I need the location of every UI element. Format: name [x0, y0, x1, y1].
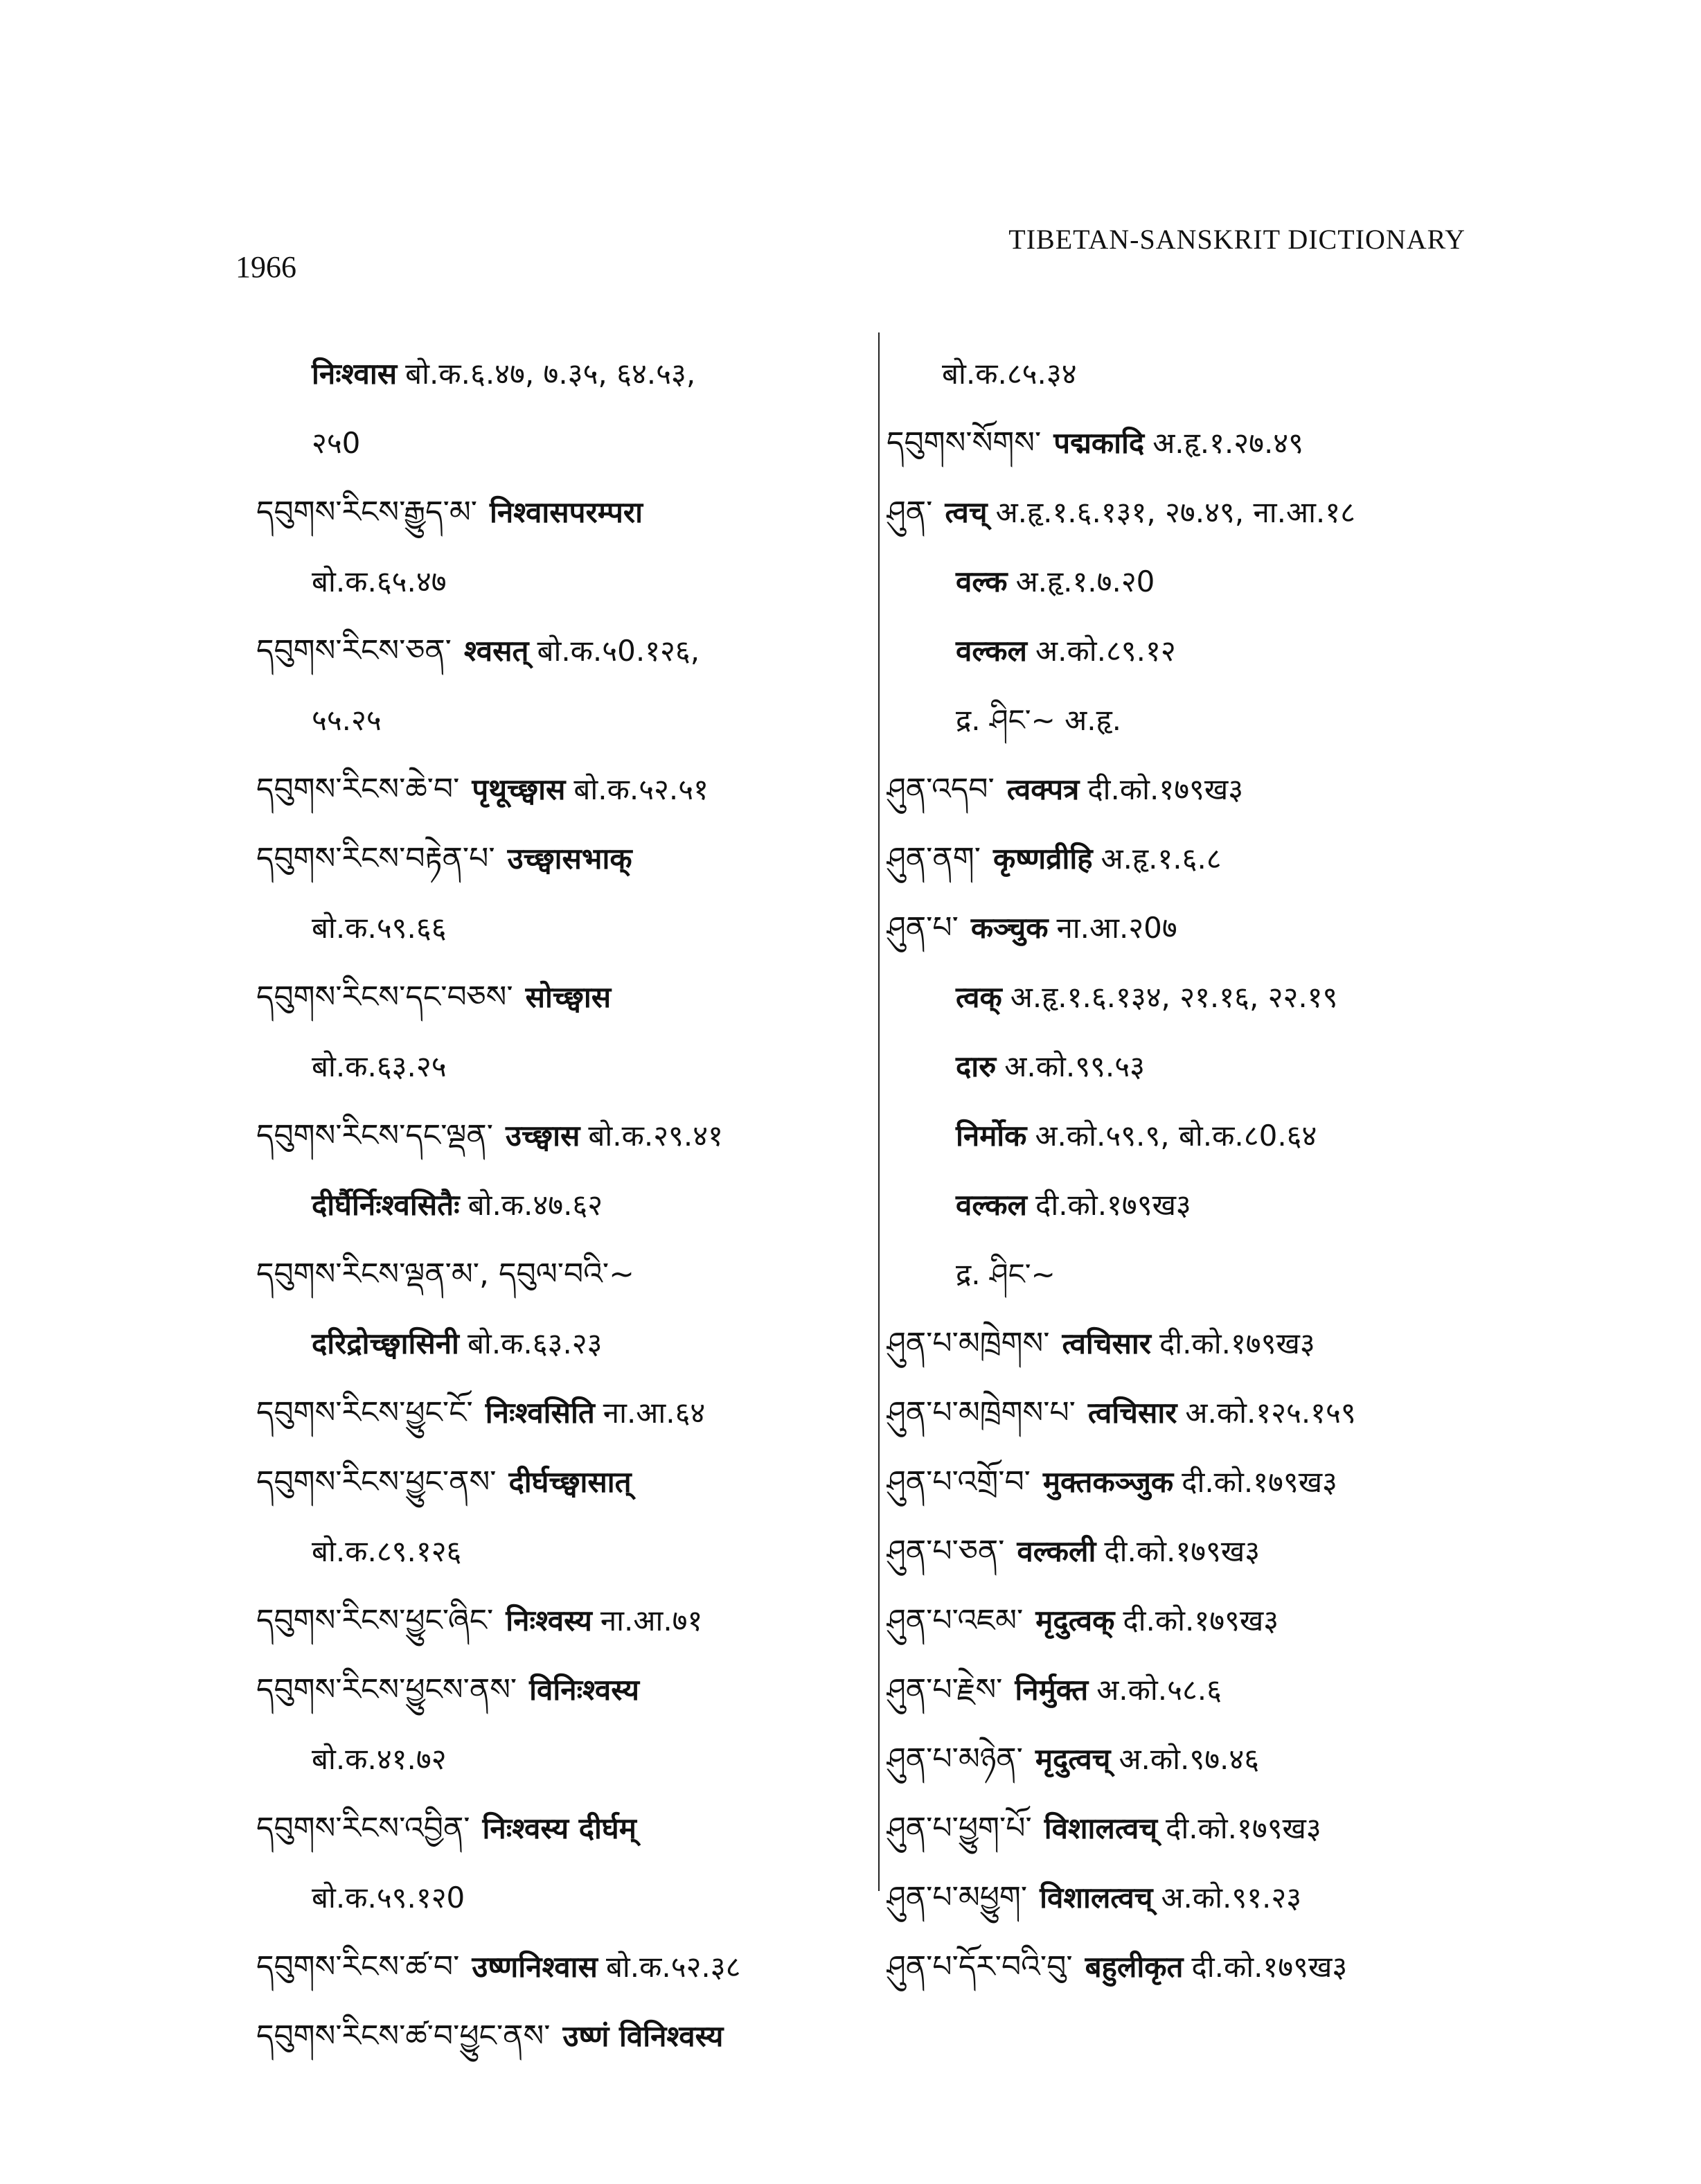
source-reference: बो.क.८९.१२६ [312, 1534, 462, 1568]
dictionary-entry [887, 1794, 1496, 1863]
source-reference: दी.को.१७९ख३ [1087, 772, 1244, 806]
source-reference: ना.आ.२0७ [1056, 911, 1177, 945]
dictionary-entry [256, 1933, 866, 2002]
sanskrit-equivalent: त्वक्पत्र [1006, 772, 1080, 806]
entry-continuation [256, 1032, 866, 1101]
tibetan-headword: དབུགས་རིངས་དང་ལྡན་ [256, 1118, 494, 1153]
dictionary-entry [256, 1794, 866, 1863]
sanskrit-equivalent: उष्णं विनिश्वस्य [562, 2019, 724, 2053]
entry-continuation [887, 1032, 1496, 1101]
dictionary-entry [256, 1655, 866, 1725]
source-reference: दी.को.१७९ख३ [1104, 1534, 1261, 1568]
tibetan-headword: དབུགས་རིངས་ཚ་བ་ [256, 1949, 460, 1985]
entry-continuation [256, 1725, 866, 1794]
sanskrit-equivalent: वल्कली [1017, 1534, 1096, 1568]
tibetan-headword: དབུགས་རིངས་ཕྱུང་ངོ་ [256, 1395, 473, 1430]
tibetan-headword: ཤུན་པ་མཁྲེགས་ [887, 1326, 1050, 1361]
dictionary-entry [887, 1863, 1496, 1933]
source-reference: अ.को.९७.४६ [1119, 1742, 1260, 1776]
entry-continuation [887, 1101, 1496, 1171]
dictionary-entry [256, 2002, 866, 2071]
dictionary-entry [887, 824, 1496, 894]
entry-continuation [887, 616, 1496, 686]
sanskrit-equivalent: कञ्चुक [970, 911, 1049, 945]
entry-continuation [887, 686, 1496, 755]
dictionary-entry [887, 1933, 1496, 2002]
dictionary-entry [887, 755, 1496, 824]
tibetan-headword: དབུགས་རིངས་བརྟེན་པ་ [256, 841, 495, 876]
dictionary-entry [256, 1586, 866, 1655]
dictionary-entry [887, 1655, 1496, 1725]
tibetan-headword: དབུགས་རིངས་དང་བཅས་ [256, 979, 513, 1015]
source-reference: दी.को.१७९ख३ [1035, 1188, 1191, 1222]
dictionary-entry [887, 1725, 1496, 1794]
entry-continuation [887, 1240, 1496, 1309]
dictionary-entry [256, 478, 866, 547]
source-reference: बो.क.५९.६६ [312, 911, 447, 945]
tibetan-headword: ཤུན་འདབ་ [887, 772, 995, 807]
tibetan-headword: ཤུན་པ་མཁྲེགས་པ་ [887, 1395, 1076, 1430]
tibetan-headword: དབུགས་རིངས་ཕྱུངས་ནས་ [256, 1672, 517, 1707]
dictionary-entry [887, 409, 1496, 478]
tibetan-headword: ཤུན་པ་ཅན་ [887, 1534, 1005, 1569]
tibetan-headword: དབུགས་རིངས་ཅན་ [256, 633, 452, 668]
sanskrit-equivalent: विनिःश्वस्य [529, 1673, 639, 1707]
dictionary-entry [887, 478, 1496, 547]
left-column [256, 339, 866, 2071]
source-reference: अ.को.१२५.१५९ [1185, 1396, 1356, 1430]
right-column [887, 339, 1496, 2002]
tibetan-headword: ཤུན་ [887, 495, 933, 530]
sanskrit-equivalent: निःश्वसिति [485, 1396, 595, 1430]
sanskrit-equivalent: सोच्छ्वास [525, 980, 612, 1014]
source-reference: अ.को.९९.५३ [1004, 1049, 1145, 1083]
tibetan-headword: དབུགས་རིངས་ཕྱུང་ཞིང་ [256, 1603, 494, 1638]
source-reference: दी.को.१७९ख३ [1123, 1604, 1279, 1637]
entry-continuation [256, 1863, 866, 1933]
source-reference: बो.क.६५.४७ [312, 565, 447, 598]
source-reference: दी.को.१७९ख३ [1159, 1326, 1315, 1360]
sanskrit-equivalent: त्वचिसार [1062, 1326, 1151, 1360]
source-reference: बो.क.६.४७, ७.३५, ६४.५३, [405, 357, 696, 391]
source-reference: २५0 [312, 426, 361, 460]
entry-continuation [256, 1517, 866, 1586]
entry-continuation [256, 1309, 866, 1378]
source-reference: अ.को.५९.९, बो.क.८0.६४ [1035, 1119, 1317, 1153]
entry-continuation [256, 409, 866, 478]
sanskrit-equivalent: श्वसत् [463, 634, 529, 668]
tibetan-headword: དབུགས་རིངས་ཚ་བ་ཕྱུང་ནས་ [256, 2018, 551, 2054]
tibetan-headword: ཤུན་པ་ཕྱུག་པོ་ [887, 1811, 1032, 1846]
sanskrit-equivalent: कृष्णव्रीहि [992, 842, 1093, 876]
dictionary-entry [887, 1309, 1496, 1378]
source-reference: बो.क.८५.३४ [942, 357, 1077, 391]
dictionary-entry [887, 894, 1496, 963]
source-reference: बो.क.६३.२३ [467, 1326, 603, 1360]
sanskrit-equivalent: दरिद्रोच्छ्वासिनी [312, 1326, 459, 1360]
source-reference: द्र. ཤིང་~ [956, 1257, 1056, 1291]
tibetan-headword: དབུགས་རིངས་ལྡན་མ་, དབུལ་བའི་~ [256, 1257, 635, 1292]
sanskrit-equivalent: विशालत्वच् [1040, 1881, 1153, 1915]
tibetan-headword: ཤུན་པ་མཕྱུག་ [887, 1880, 1028, 1915]
entry-continuation [887, 547, 1496, 616]
source-reference: बो.क.२९.४१ [588, 1119, 723, 1153]
tibetan-headword: ཤུན་པ་ [887, 910, 959, 945]
tibetan-headword: དབུགས་རིངས་རྒྱུད་མ་ [256, 495, 477, 530]
sanskrit-equivalent: पृथूच्छ्वास [472, 772, 566, 806]
tibetan-headword: དབུགས་རིངས་ཆེ་བ་ [256, 772, 460, 807]
source-reference: दी.को.१७९ख३ [1182, 1465, 1337, 1499]
source-reference: अ.को.५८.६ [1096, 1673, 1222, 1707]
sanskrit-equivalent: मृदुत्वच् [1035, 1742, 1111, 1776]
sanskrit-equivalent: उच्छ्वास [506, 1119, 580, 1153]
dictionary-entry [256, 824, 866, 894]
source-reference: अ.हृ.१.६.८ [1101, 842, 1222, 876]
sanskrit-equivalent: निश्वासपरम्परा [489, 495, 643, 529]
sanskrit-equivalent: दीर्घैर्निःश्वसितैः [312, 1188, 460, 1222]
dictionary-entry [256, 1240, 866, 1309]
source-reference: अ.हृ.१.२७.४९ [1152, 426, 1303, 460]
dictionary-entry [887, 1378, 1496, 1448]
dictionary-entry [887, 1586, 1496, 1655]
sanskrit-equivalent: विशालत्वच् [1044, 1811, 1158, 1845]
tibetan-headword: དབུགས་སོགས་ [887, 425, 1042, 461]
entry-continuation [256, 894, 866, 963]
entry-continuation [256, 686, 866, 755]
sanskrit-equivalent: निःश्वस्य [506, 1604, 592, 1637]
source-reference: बो.क.५९.१२0 [312, 1881, 465, 1915]
sanskrit-equivalent: निःश्वस्य दीर्घम् [482, 1811, 636, 1845]
sanskrit-equivalent: निर्मुक्त [1015, 1673, 1089, 1707]
source-reference: अ.को.९१.२३ [1161, 1881, 1302, 1915]
sanskrit-equivalent: निर्मोक [956, 1119, 1027, 1153]
tibetan-headword: ཤུན་པ་དོར་བའི་བུ་ [887, 1949, 1073, 1985]
source-reference: ना.आ.७१ [600, 1604, 703, 1637]
tibetan-headword: དབུགས་རིངས་ཕྱུང་ནས་ [256, 1464, 497, 1500]
source-reference: अ.हृ.१.७.२0 [1015, 565, 1155, 598]
source-reference: बो.क.६३.२५ [312, 1049, 447, 1083]
entry-continuation [256, 339, 866, 409]
source-reference: दी.को.१७९ख३ [1191, 1950, 1348, 1984]
sanskrit-equivalent: उष्णनिश्वास [472, 1950, 598, 1984]
sanskrit-equivalent: निःश्वास [312, 357, 398, 391]
sanskrit-equivalent: वल्कल [956, 634, 1028, 668]
page-number: 1966 [235, 250, 296, 284]
sanskrit-equivalent: उच्छ्वासभाक् [507, 842, 632, 876]
source-reference: अ.को.८९.१२ [1035, 634, 1176, 668]
entry-continuation [887, 963, 1496, 1032]
sanskrit-equivalent: त्वक् [956, 980, 1002, 1014]
sanskrit-equivalent: वल्क [956, 565, 1008, 598]
tibetan-headword: ཤུན་པ་རྗེས་ [887, 1672, 1003, 1707]
sanskrit-equivalent: दारु [956, 1049, 997, 1083]
dictionary-entry [256, 1448, 866, 1517]
sanskrit-equivalent: त्वचिसार [1087, 1396, 1177, 1430]
tibetan-headword: ཤུན་པ་མཉེན་ [887, 1741, 1023, 1777]
entry-continuation [256, 547, 866, 616]
source-reference: ५५.२५ [312, 703, 382, 737]
source-reference: बो.क.५२.५१ [573, 772, 709, 806]
entry-continuation [887, 1171, 1496, 1240]
sanskrit-equivalent: बहुलीकृत [1085, 1950, 1184, 1984]
dictionary-entry [256, 963, 866, 1032]
tibetan-headword: ཤུན་པ་འཇམ་ [887, 1603, 1024, 1638]
source-reference: द्र. ཤིང་~ अ.हृ. [956, 703, 1122, 737]
tibetan-headword: ཤུན་ནག་ [887, 841, 981, 876]
tibetan-headword: ཤུན་པ་འགྲོ་བ་ [887, 1464, 1031, 1500]
source-reference: अ.हृ.१.६.१३४, २१.१६, २२.१९ [1010, 980, 1338, 1014]
dictionary-entry [256, 616, 866, 686]
sanskrit-equivalent: त्वच् [945, 495, 988, 529]
sanskrit-equivalent: पद्मकादि [1053, 426, 1145, 460]
column-divider [878, 332, 880, 1891]
dictionary-entry [887, 1448, 1496, 1517]
running-title: TIBETAN-SANSKRIT DICTIONARY [1008, 224, 1466, 255]
source-reference: ना.आ.६४ [603, 1396, 706, 1430]
dictionary-entry [256, 755, 866, 824]
entry-continuation [256, 1171, 866, 1240]
source-reference: बो.क.४१.७२ [312, 1742, 447, 1776]
source-reference: अ.हृ.१.६.१३१, २७.४९, ना.आ.१८ [995, 495, 1355, 529]
dictionary-entry [887, 1517, 1496, 1586]
entry-continuation [887, 339, 1496, 409]
source-reference: दी.को.१७९ख३ [1166, 1811, 1321, 1845]
source-reference: बो.क.५२.३८ [605, 1950, 741, 1984]
source-reference: बो.क.५0.१२६, [537, 634, 700, 668]
dictionary-entry [256, 1378, 866, 1448]
source-reference: बो.क.४७.६२ [467, 1188, 603, 1222]
sanskrit-equivalent: मृदुत्वक् [1035, 1604, 1115, 1637]
sanskrit-equivalent: मुक्तकञ्जुक [1042, 1465, 1174, 1499]
sanskrit-equivalent: वल्कल [956, 1188, 1028, 1222]
dictionary-entry [256, 1101, 866, 1171]
sanskrit-equivalent: दीर्घच्छ्वासात् [508, 1465, 632, 1499]
tibetan-headword: དབུགས་རིངས་འབྱིན་ [256, 1811, 470, 1846]
